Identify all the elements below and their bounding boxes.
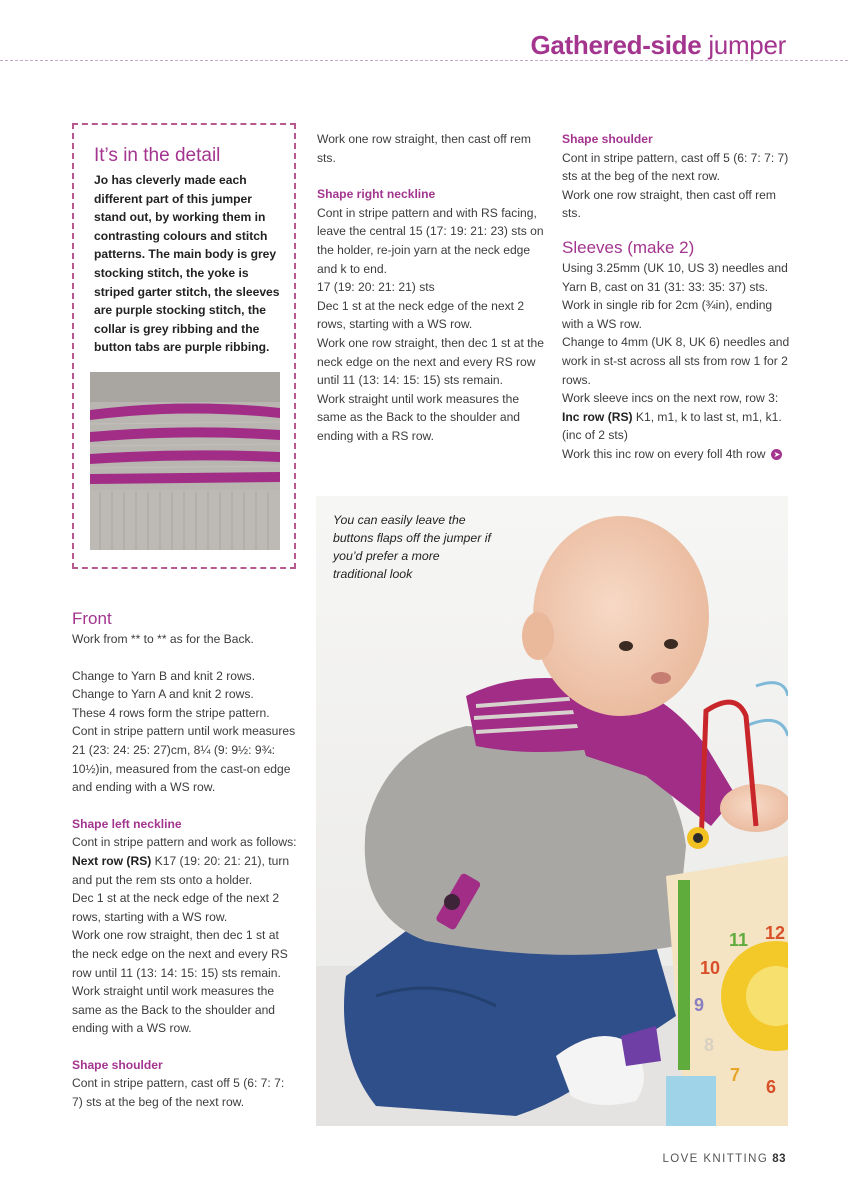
left-neckline-heading: Shape left neckline bbox=[72, 816, 182, 831]
right-text bbox=[562, 445, 790, 464]
front-text: Work one row straight, then dec 1 st at the neck edge on the next and every RS row until 11 (13: 14: 15: 15) sts remain. bbox=[72, 928, 288, 980]
right-text: Cont in stripe pattern, cast off 5 (6: 7: 7: 7) sts at the beg of the next row. bbox=[562, 150, 789, 184]
front-column bbox=[72, 608, 298, 1112]
continue-text: Work this inc row on every foll 4th row bbox=[562, 446, 766, 461]
front-text: Cont in stripe pattern and work as follows: bbox=[72, 835, 297, 850]
front-heading: Front bbox=[72, 609, 112, 628]
shape-shoulder-heading: Shape shoulder bbox=[562, 132, 653, 146]
middle-text: Cont in stripe pattern and with RS facing, leave the central 15 (17: 19: 21: 23) sts on the holder, re-join yarn at the neck edge and k to end. bbox=[317, 205, 544, 276]
right-text: Work in single rib for 2cm (¾in), ending with a WS row. bbox=[562, 298, 773, 331]
next-row-text: K17 (19: 20: 21: 21), turn and put the rem sts onto a holder. bbox=[72, 853, 290, 887]
detail-box-body: Jo has cleverly made each different part of this jumper stand out, by working them in contrasting colours and stitch patterns. The main body is grey stocking stitch, the yoke is striped garter stitch, the sleeves are purple stocking stitch, the collar is grey ribbing and the button tabs are purple ribbing. bbox=[94, 173, 280, 355]
clock-number: 9 bbox=[694, 995, 705, 1015]
front-text: These 4 rows form the stripe pattern. bbox=[72, 705, 270, 720]
baby-photo bbox=[316, 496, 788, 1126]
right-text: (inc of 2 sts) bbox=[562, 428, 628, 443]
front-text: Work straight until work measures the same as the Back to the shoulder and ending with a WS row. bbox=[72, 984, 276, 1036]
detail-box-title: It’s in the detail bbox=[94, 145, 221, 166]
front-text: Change to Yarn A and knit 2 rows. bbox=[72, 687, 254, 702]
next-row-label: Next row (RS) bbox=[72, 853, 152, 868]
right-text bbox=[562, 408, 790, 427]
page-title bbox=[530, 30, 786, 61]
clock-number: 7 bbox=[730, 1065, 741, 1085]
title-bold: Gathered-side bbox=[530, 30, 702, 60]
front-text: Cont in stripe pattern, cast off 5 (6: 7: 7: 7) sts at the beg of the next row. bbox=[72, 1076, 285, 1110]
right-neckline-heading: Shape right neckline bbox=[317, 187, 436, 202]
front-text: Change to Yarn B and knit 2 rows. bbox=[72, 668, 256, 683]
front-text: Work from ** to ** as for the Back. bbox=[72, 632, 254, 646]
clock-number: 8 bbox=[704, 1035, 715, 1055]
title-rest: jumper bbox=[701, 30, 786, 60]
front-text bbox=[72, 852, 298, 889]
clock-number: 11 bbox=[729, 930, 749, 950]
right-text: Work one row straight, then cast off rem sts. bbox=[562, 187, 776, 221]
knit-swatch-image bbox=[90, 372, 280, 550]
shape-shoulder-heading: Shape shoulder bbox=[72, 1057, 163, 1072]
front-text: Cont in stripe pattern until work measures 21 (23: 24: 25: 27)cm, 8¼ (9: 9½: 9¾: 10½)in, measured from the cast-on edge and ending with a WS row. bbox=[72, 724, 296, 795]
inc-row-text: K1, m1, k to last st, m1, k1. bbox=[632, 409, 782, 424]
page-number: 83 bbox=[772, 1153, 786, 1165]
photo-caption: You can easily leave the buttons flaps off the jumper if you’d prefer a more traditional look bbox=[333, 513, 491, 581]
sleeves-heading: Sleeves (make 2) bbox=[562, 237, 695, 257]
clock-number: 12 bbox=[765, 923, 786, 943]
right-text: Using 3.25mm (UK 10, US 3) needles and Yarn B, cast on 31 (31: 33: 35: 37) sts. bbox=[562, 260, 788, 294]
page-footer bbox=[662, 1153, 786, 1165]
middle-text: Work one row straight, then dec 1 st at the neck edge on the next and every RS row until 11 (13: 14: 15: 15) sts remain. bbox=[317, 335, 544, 388]
inc-row-label: Inc row (RS) bbox=[562, 409, 633, 424]
right-text: Change to 4mm (UK 8, UK 6) needles and work in st-st across all sts from row 1 for 2 rows. bbox=[562, 335, 790, 387]
front-text: Dec 1 st at the neck edge of the next 2 rows, starting with a WS row. bbox=[72, 891, 280, 924]
clock-number: 10 bbox=[700, 958, 721, 978]
middle-text: Work straight until work measures the same as the Back to the shoulder and ending with a RS row. bbox=[317, 391, 521, 443]
middle-text: Dec 1 st at the neck edge of the next 2 rows, starting with a WS row. bbox=[317, 298, 525, 332]
middle-text: Work one row straight, then cast off rem sts. bbox=[317, 132, 531, 165]
magazine-name: LOVE KNITTING bbox=[662, 1153, 769, 1165]
right-text: Work sleeve incs on the next row, row 3: bbox=[562, 391, 779, 406]
middle-text: 17 (19: 20: 21: 21) sts bbox=[317, 280, 435, 295]
middle-column bbox=[317, 130, 549, 446]
clock-number: 6 bbox=[766, 1077, 777, 1097]
continue-arrow-icon: ➤ bbox=[771, 449, 782, 460]
right-column bbox=[562, 130, 790, 464]
header-divider bbox=[0, 60, 848, 61]
